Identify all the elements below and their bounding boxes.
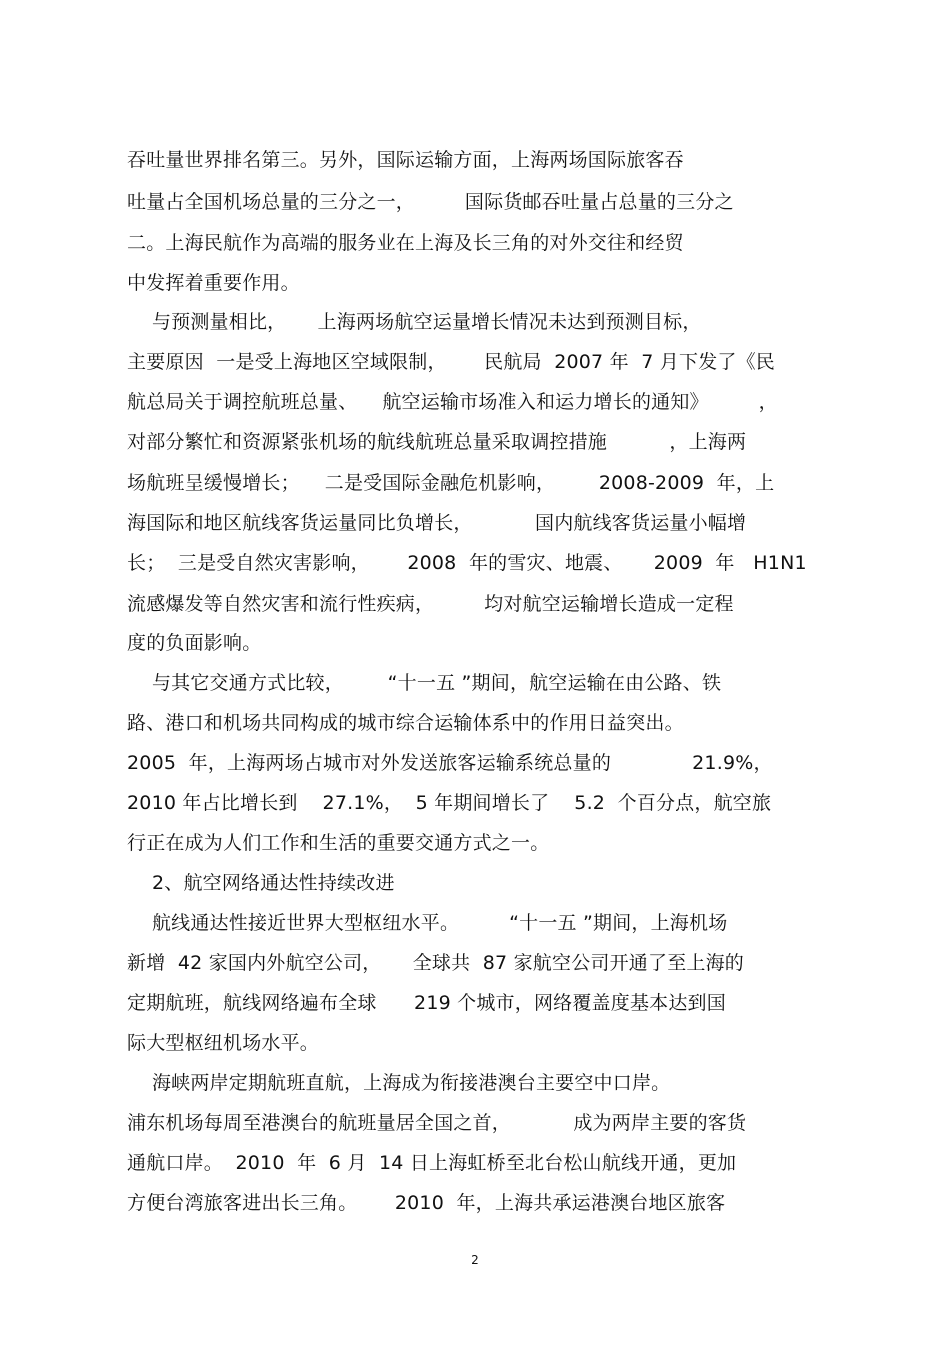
text-line: 中发挥着重要作用。 xyxy=(127,272,300,294)
text-line: 航线通达性接近世界大型枢纽水平。 “十一五 ”期间，上海机场 xyxy=(127,912,728,934)
text-line: 方便台湾旅客进出长三角。 2010 年，上海共承运港澳台地区旅客 xyxy=(127,1192,726,1214)
text-line: 通航口岸。 2010 年 6 月 14 日上海虹桥至北台松山航线开通，更加 xyxy=(127,1152,737,1174)
text-line: 流感爆发等自然灾害和流行性疾病， 均对航空运输增长造成一定程 xyxy=(127,593,734,615)
text-line: 路、港口和机场共同构成的城市综合运输体系中的作用日益突出。 xyxy=(127,712,684,734)
text-line: 与其它交通方式比较， “十一五 ”期间，航空运输在由公路、铁 xyxy=(127,672,722,694)
text-line: 行正在成为人们工作和生活的重要交通方式之一。 xyxy=(127,832,550,854)
text-line: 浦东机场每周至港澳台的航班量居全国之首， 成为两岸主要的客货 xyxy=(127,1112,747,1134)
section-heading: 2、航空网络通达性持续改进 xyxy=(127,872,395,894)
text-line: 度的负面影响。 xyxy=(127,632,262,654)
text-line: 海国际和地区航线客货运量同比负增长， 国内航线客货运量小幅增 xyxy=(127,512,747,534)
text-line: 定期航班，航线网络遍布全球 219 个城市，网络覆盖度基本达到国 xyxy=(127,992,726,1014)
text-line: 二。上海民航作为高端的服务业在上海及长三角的对外交往和经贸 xyxy=(127,232,684,254)
text-line: 与预测量相比， 上海两场航空运量增长情况未达到预测目标， xyxy=(127,311,702,333)
text-line: 2005 年，上海两场占城市对外发送旅客运输系统总量的 21.9%， xyxy=(127,752,773,774)
text-line: 对部分繁忙和资源紧张机场的航线航班总量采取调控措施 ，上海两 xyxy=(127,431,747,453)
text-line: 海峡两岸定期航班直航，上海成为衔接港澳台主要空中口岸。 xyxy=(127,1072,671,1094)
text-line: 主要原因 一是受上海地区空域限制， 民航局 2007 年 7 月下发了《民 xyxy=(127,351,775,373)
text-line: 长； 三是受自然灾害影响， 2008 年的雪灾、地震、 2009 年 H1N1 xyxy=(127,552,807,574)
text-line: 吐量占全国机场总量的三分之一， 国际货邮吞吐量占总量的三分之 xyxy=(127,191,734,213)
page-number: 2 xyxy=(471,1253,479,1267)
text-line: 航总局关于调控航班总量、 航空运输市场准入和运力增长的通知》 ， xyxy=(127,391,778,413)
text-line: 场航班呈缓慢增长； 二是受国际金融危机影响， 2008-2009 年，上 xyxy=(127,472,775,494)
text-line: 吞吐量世界排名第三。另外，国际运输方面，上海两场国际旅客吞 xyxy=(127,149,684,171)
text-line: 2010 年占比增长到 27.1%， 5 年期间增长了 5.2 个百分点，航空旅 xyxy=(127,792,772,814)
text-line: 新增 42 家国内外航空公司， 全球共 87 家航空公司开通了至上海的 xyxy=(127,952,744,974)
text-line: 际大型枢纽机场水平。 xyxy=(127,1032,320,1054)
